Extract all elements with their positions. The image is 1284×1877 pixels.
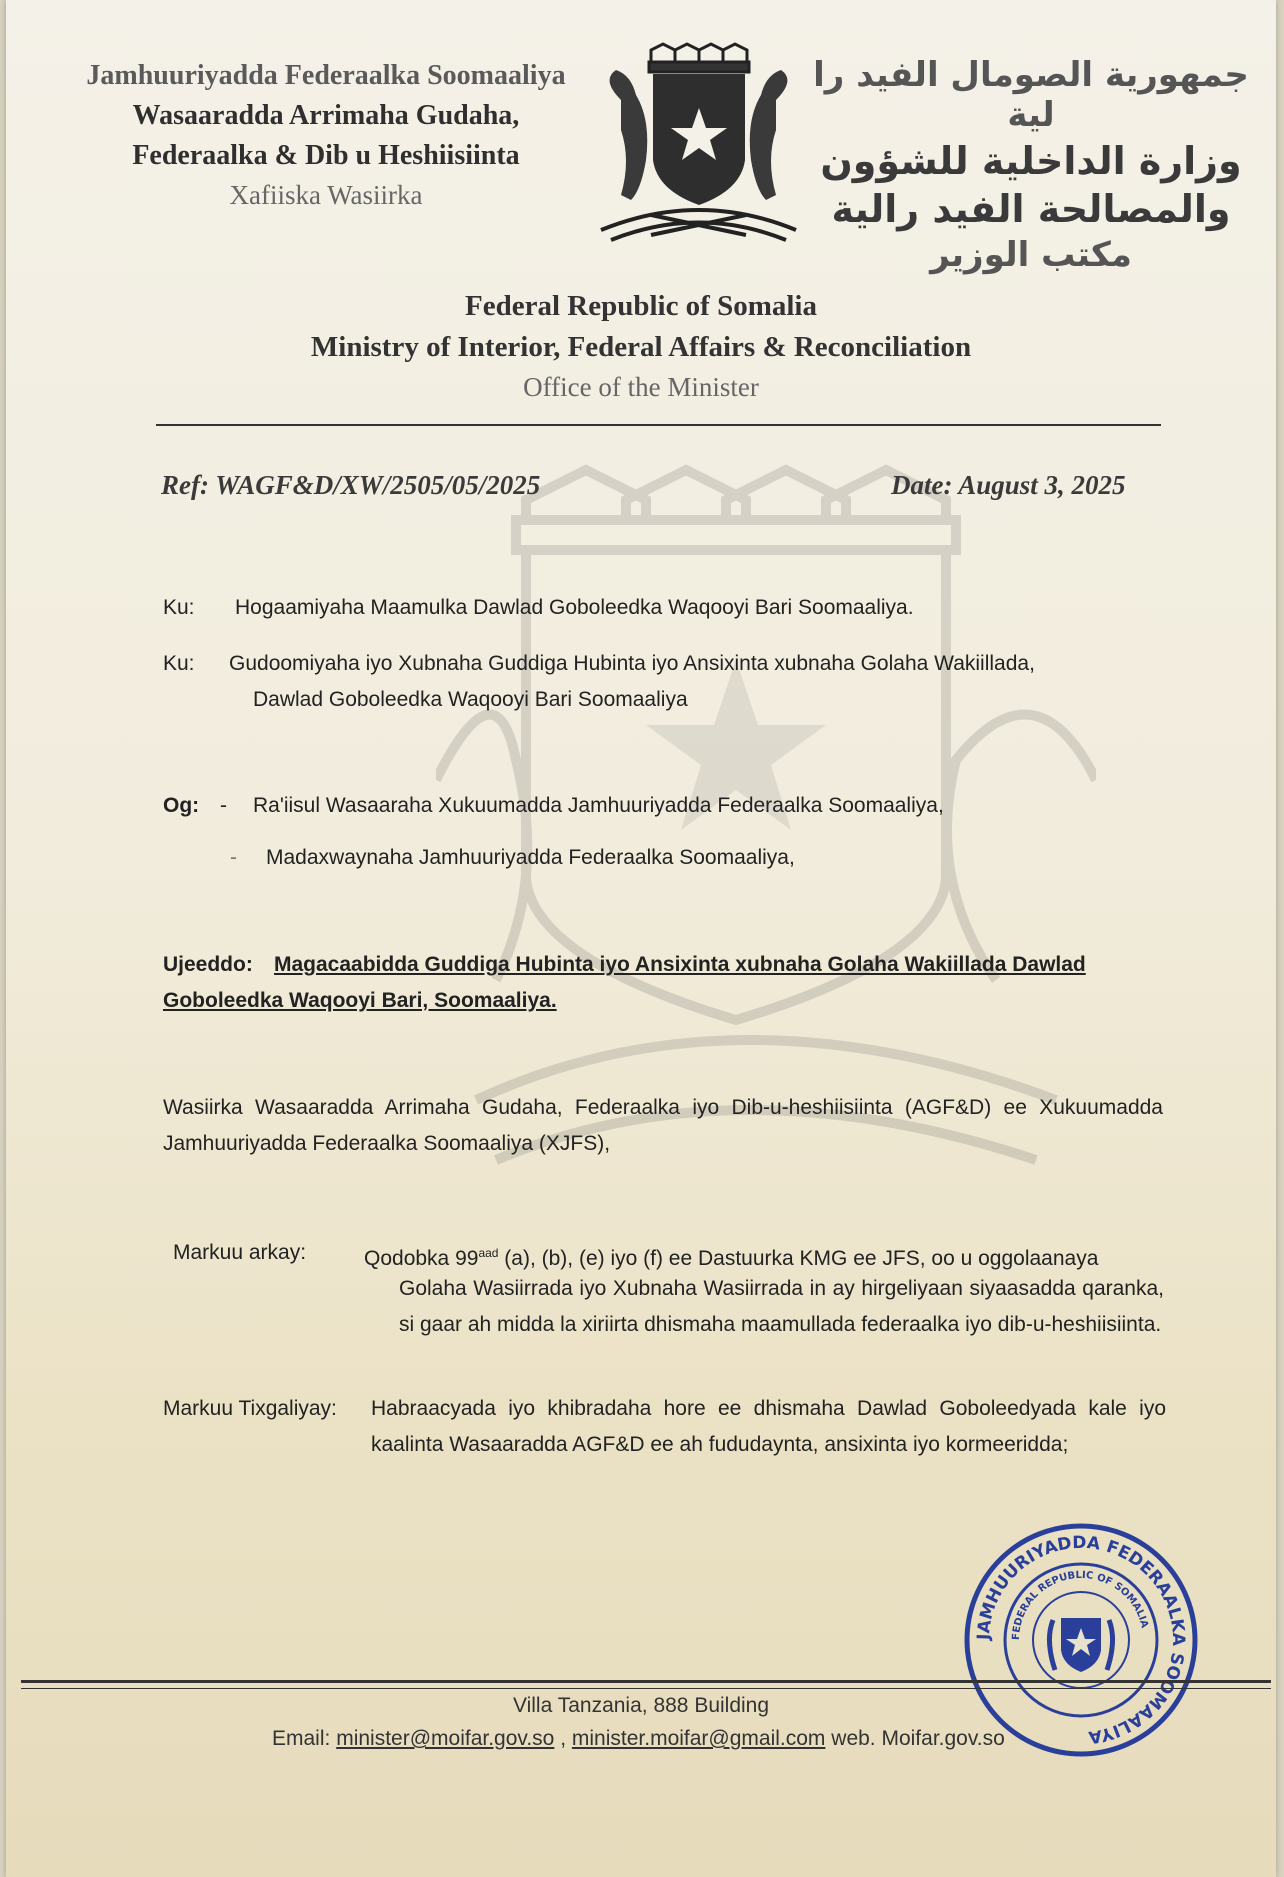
- header-somali-line: Wasaaradda Arrimaha Gudaha,: [132, 100, 520, 131]
- footer-contact: [272, 1727, 1005, 1751]
- clause-text: Habraacyada iyo khibradaha hore ee dhismaha Dawlad Goboleedyada kale iyo kaalinta Wasaaradda AGF&D ee ah fududaynta, ansixinta iyo kormeeridda;: [371, 1397, 1166, 1456]
- header-somali-line: Federaalka & Dib u Heshiisiinta: [132, 140, 520, 171]
- recipient-label: Ku:: [163, 652, 195, 675]
- cc-bullet: -: [220, 794, 227, 817]
- clause-text: Golaha Wasiirrada iyo Xubnaha Wasiirrada in ay hirgeliyaan siyaasadda qaranka, si gaar ah midda la xiriirta dhismaha maamullada federaalka iyo dib-u-heshiisiinta.: [399, 1277, 1164, 1336]
- intro-paragraph: Wasiirka Wasaaradda Arrimaha Gudaha, Federaalka iyo Dib-u-heshiisiinta (AGF&D) ee Xukuumadda Jamhuuriyadda Federaalka Soomaaliya (XJFS),: [163, 1096, 1163, 1155]
- footer-address: Villa Tanzania, 888 Building: [512, 1694, 770, 1717]
- header-arabic-line: وزارة الداخلية للشؤون: [820, 139, 1242, 183]
- email-separator: ,: [554, 1727, 572, 1750]
- official-stamp-icon: [961, 1520, 1201, 1760]
- header-english-line: Office of the Minister: [523, 372, 759, 402]
- reference-number: Ref: WAGF&D/XW/2505/05/2025: [161, 470, 541, 500]
- website-text: web. Moifar.gov.so: [825, 1727, 1005, 1750]
- cc-label: Og:: [163, 794, 200, 817]
- recipient-text: Hogaamiyaha Maamulka Dawlad Goboleedka Waqooyi Bari Soomaaliya.: [235, 596, 914, 619]
- cc-item: Ra'iisul Wasaaraha Xukuumadda Jamhuuriyadda Federaalka Soomaaliya,: [253, 794, 944, 817]
- subject-line: Goboleedka Waqooyi Bari, Soomaaliya.: [163, 989, 557, 1012]
- footer-divider: [21, 1688, 1271, 1689]
- email-link-primary[interactable]: minister@moifar.gov.so: [336, 1727, 555, 1750]
- email-label: Email:: [272, 1727, 331, 1750]
- cc-bullet: -: [230, 846, 237, 869]
- stamp-inner-text: FEDERAL REPUBLIC OF SOMALIA: [1010, 1569, 1150, 1641]
- header-arabic-line: مكتب الوزير: [930, 235, 1132, 275]
- header-somali-line: Jamhuuriyadda Federaalka Soomaaliya: [86, 60, 566, 91]
- header-arabic: [806, 55, 1256, 275]
- stamp-outer-text: JAMHUURIYADDA FEDERAALKA SOOMAALIYA: [973, 1532, 1189, 1747]
- subject-line: Magacaabidda Guddiga Hubinta iyo Ansixinta xubnaha Golaha Wakiillada Dawlad: [274, 953, 1086, 976]
- footer-divider: [21, 1680, 1271, 1683]
- cc-item: Madaxwaynaha Jamhuuriyadda Federaalka Soomaaliya,: [266, 846, 795, 869]
- letter-date: Date: August 3, 2025: [891, 470, 1126, 500]
- header-arabic-line: جمهورية الصومال الفيد را لية: [813, 55, 1249, 135]
- header-somali: [46, 60, 606, 211]
- clause-label: Markuu arkay:: [173, 1241, 307, 1264]
- subject-label: Ujeeddo:: [163, 953, 253, 976]
- header-english-line: Ministry of Interior, Federal Affairs & Reconciliation: [310, 331, 972, 363]
- header-english-line: Federal Republic of Somalia: [464, 290, 817, 322]
- email-link-secondary[interactable]: minister.moifar@gmail.com: [571, 1727, 826, 1750]
- clause-label: Markuu Tixgaliyay:: [163, 1397, 337, 1420]
- somalia-coat-of-arms-icon: [581, 40, 816, 250]
- recipient-label: Ku:: [163, 596, 195, 619]
- clause-text: Qodobka 99: [364, 1247, 479, 1270]
- header-somali-line: Xafiiska Wasiirka: [229, 180, 423, 210]
- clause-text: (a), (b), (e) iyo (f) ee Dastuurka KMG ee JFS, oo u oggolaanaya: [498, 1247, 1099, 1270]
- clause-superscript: aad: [478, 1246, 499, 1260]
- recipient-text: Gudoomiyaha iyo Xubnaha Guddiga Hubinta iyo Ansixinta xubnaha Golaha Wakiillada,: [229, 652, 1035, 675]
- letter-page: [6, 0, 1276, 1877]
- header-english: [6, 290, 1276, 403]
- recipient-text: Dawlad Goboleedka Waqooyi Bari Soomaaliya: [253, 688, 688, 711]
- header-arabic-line: والمصالحة الفيد رالية: [831, 187, 1231, 231]
- header-divider: [156, 424, 1161, 426]
